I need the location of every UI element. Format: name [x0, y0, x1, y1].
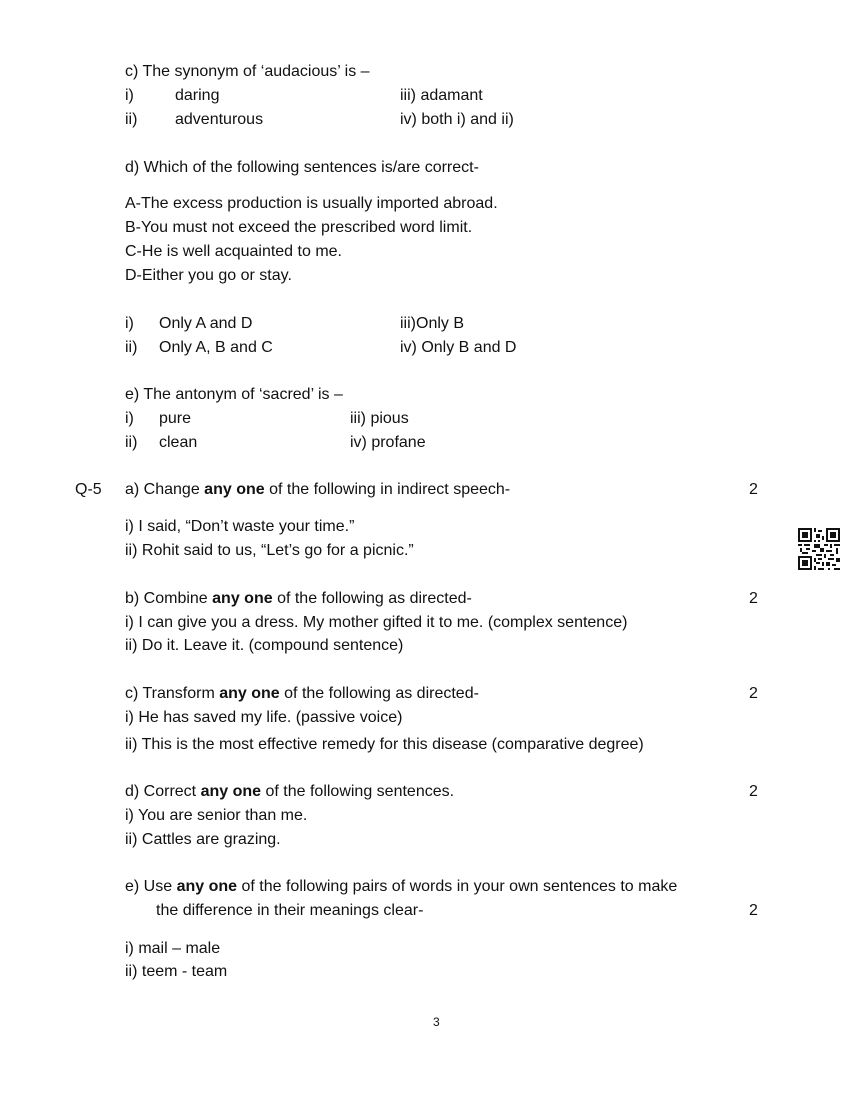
q5e-question: e) Use any one of the following pairs of words in your own sentences to make: [125, 878, 678, 895]
qr-code-icon: [798, 528, 840, 570]
page-number: 3: [433, 1015, 440, 1029]
q5c-item-1: i) He has saved my life. (passive voice): [125, 709, 403, 726]
q4d-question: d) Which of the following sentences is/are correct-: [125, 159, 479, 176]
q4c-opt2-text: adventurous: [175, 111, 264, 128]
q4e-opt1-num: i): [125, 410, 134, 427]
q5a-item-1: i) I said, “Don’t waste your time.”: [125, 518, 355, 535]
q4d-sentence-c: C-He is well acquainted to me.: [125, 243, 342, 260]
q5-number: Q-5: [75, 481, 102, 498]
q4d-opt4: iv) Only B and D: [400, 339, 517, 356]
q4d-opt2-text: Only A, B and C: [159, 339, 273, 356]
q4e-opt2-num: ii): [125, 434, 138, 451]
q4e-opt1-text: pure: [159, 410, 192, 427]
q4c-opt4: iv) both i) and ii): [400, 111, 514, 128]
q5b-question: b) Combine any one of the following as directed-: [125, 590, 472, 607]
q4d-sentence-d: D-Either you go or stay.: [125, 267, 292, 284]
q5e-item-1: i) mail – male: [125, 940, 221, 957]
q4c-question: c) The synonym of ‘audacious’ is –: [125, 63, 370, 80]
q4d-opt1-text: Only A and D: [159, 315, 253, 332]
q4d-sentence-a: A-The excess production is usually imported abroad.: [125, 195, 498, 212]
q4e-opt2-text: clean: [159, 434, 198, 451]
q5c-question: c) Transform any one of the following as directed-: [125, 685, 479, 702]
q5b-marks: 2: [749, 590, 758, 607]
q4e-question: e) The antonym of ‘sacred’ is –: [125, 386, 343, 403]
q5b-item-1: i) I can give you a dress. My mother gifted it to me. (complex sentence): [125, 614, 628, 631]
q5a-marks: 2: [749, 481, 758, 498]
q5d-item-1: i) You are senior than me.: [125, 807, 308, 824]
q4c-opt2-num: ii): [125, 111, 138, 128]
q5a-item-2: ii) Rohit said to us, “Let’s go for a picnic.”: [125, 542, 414, 559]
q5a-question: a) Change any one of the following in indirect speech-: [125, 481, 511, 498]
q4d-sentence-b: B-You must not exceed the prescribed word limit.: [125, 219, 473, 236]
q4e-opt3: iii) pious: [350, 410, 409, 427]
q4d-opt3: iii)Only B: [400, 315, 465, 332]
q5e-item-2: ii) teem - team: [125, 963, 228, 980]
q5d-question: d) Correct any one of the following sentences.: [125, 783, 455, 800]
q5e-question-line2: the difference in their meanings clear-: [156, 902, 424, 919]
q5d-marks: 2: [749, 783, 758, 800]
q4e-opt4: iv) profane: [350, 434, 426, 451]
q4c-opt1-num: i): [125, 87, 134, 104]
q5e-marks: 2: [749, 902, 758, 919]
q5d-item-2: ii) Cattles are grazing.: [125, 831, 281, 848]
q4d-opt2-num: ii): [125, 339, 138, 356]
q5c-marks: 2: [749, 685, 758, 702]
q5b-item-2: ii) Do it. Leave it. (compound sentence): [125, 637, 404, 654]
q4d-opt1-num: i): [125, 315, 134, 332]
q4c-opt3: iii) adamant: [400, 87, 483, 104]
q5c-item-2: ii) This is the most effective remedy for this disease (comparative degree): [125, 736, 644, 753]
q4c-opt1-text: daring: [175, 87, 220, 104]
